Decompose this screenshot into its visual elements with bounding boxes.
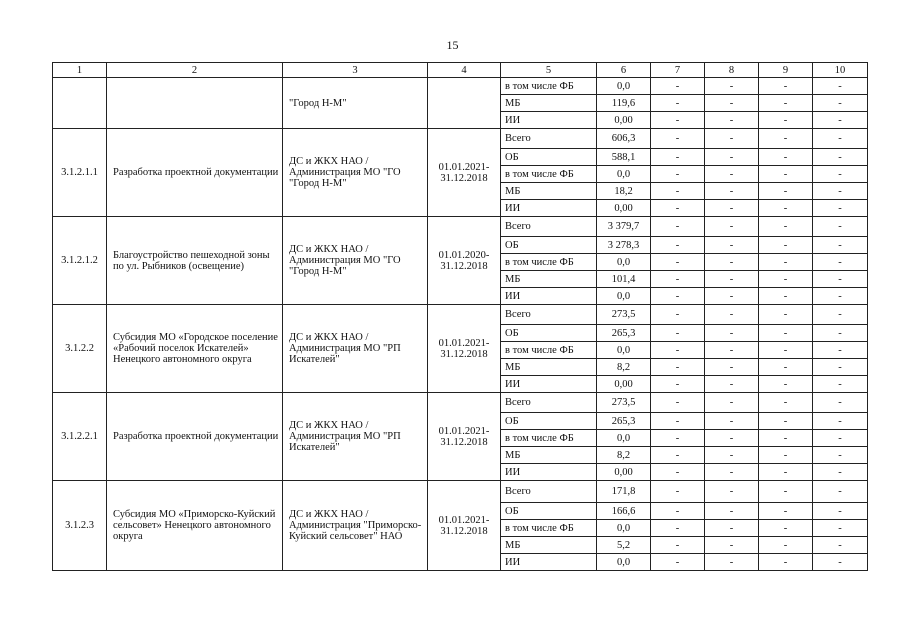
column-header: 2 — [107, 63, 283, 78]
cell-col10: - — [813, 503, 868, 520]
cell-col7: - — [651, 342, 705, 359]
table-row — [53, 481, 868, 503]
cell-col9: - — [759, 149, 813, 166]
cell-col10: - — [813, 447, 868, 464]
cell-col8: - — [705, 95, 759, 112]
funding-value: 606,3 — [597, 129, 651, 149]
cell-col7: - — [651, 413, 705, 430]
row-executor: ДС и ЖКХ НАО / Администрация МО "ГО "Город Н-М" — [283, 129, 428, 217]
cell-col9: - — [759, 288, 813, 305]
cell-col8: - — [705, 200, 759, 217]
funding-source: ИИ — [501, 464, 597, 481]
cell-col7: - — [651, 305, 705, 325]
funding-value: 265,3 — [597, 325, 651, 342]
funding-source: МБ — [501, 359, 597, 376]
row-period — [428, 78, 501, 129]
cell-col7: - — [651, 271, 705, 288]
row-executor: ДС и ЖКХ НАО / Администрация МО "ГО "Город Н-М" — [283, 217, 428, 305]
cell-col8: - — [705, 305, 759, 325]
row-code: 3.1.2.2.1 — [53, 393, 107, 481]
cell-col7: - — [651, 447, 705, 464]
funding-source: МБ — [501, 537, 597, 554]
cell-col9: - — [759, 254, 813, 271]
funding-source: ИИ — [501, 554, 597, 571]
cell-col10: - — [813, 520, 868, 537]
cell-col7: - — [651, 503, 705, 520]
cell-col9: - — [759, 447, 813, 464]
cell-col9: - — [759, 464, 813, 481]
funding-value: 166,6 — [597, 503, 651, 520]
funding-source: МБ — [501, 183, 597, 200]
funding-source: ИИ — [501, 288, 597, 305]
cell-col8: - — [705, 503, 759, 520]
cell-col10: - — [813, 430, 868, 447]
cell-col8: - — [705, 520, 759, 537]
cell-col8: - — [705, 325, 759, 342]
cell-col9: - — [759, 430, 813, 447]
cell-col10: - — [813, 183, 868, 200]
funding-source: Всего — [501, 217, 597, 237]
cell-col8: - — [705, 78, 759, 95]
funding-source: Всего — [501, 305, 597, 325]
funding-source: ИИ — [501, 112, 597, 129]
row-period: 01.01.2021-31.12.2018 — [428, 305, 501, 393]
cell-col8: - — [705, 237, 759, 254]
funding-value: 273,5 — [597, 305, 651, 325]
funding-source: в том числе ФБ — [501, 430, 597, 447]
cell-col9: - — [759, 129, 813, 149]
cell-col7: - — [651, 376, 705, 393]
cell-col8: - — [705, 217, 759, 237]
cell-col7: - — [651, 112, 705, 129]
header-row — [53, 63, 868, 78]
cell-col10: - — [813, 537, 868, 554]
cell-col7: - — [651, 325, 705, 342]
cell-col9: - — [759, 112, 813, 129]
funding-source: МБ — [501, 447, 597, 464]
cell-col9: - — [759, 376, 813, 393]
funding-source: ИИ — [501, 200, 597, 217]
cell-col8: - — [705, 430, 759, 447]
cell-col7: - — [651, 481, 705, 503]
funding-value: 0,0 — [597, 166, 651, 183]
cell-col9: - — [759, 183, 813, 200]
cell-col7: - — [651, 288, 705, 305]
budget-table — [52, 62, 868, 571]
cell-col8: - — [705, 464, 759, 481]
funding-value: 0,0 — [597, 554, 651, 571]
column-header: 5 — [501, 63, 597, 78]
funding-value: 5,2 — [597, 537, 651, 554]
cell-col7: - — [651, 554, 705, 571]
column-header: 1 — [53, 63, 107, 78]
funding-value: 0,00 — [597, 200, 651, 217]
cell-col8: - — [705, 129, 759, 149]
cell-col10: - — [813, 464, 868, 481]
funding-source: Всего — [501, 129, 597, 149]
cell-col8: - — [705, 112, 759, 129]
row-code: 3.1.2.1.2 — [53, 217, 107, 305]
cell-col7: - — [651, 520, 705, 537]
row-name: Разработка проектной документации — [107, 393, 283, 481]
cell-col9: - — [759, 217, 813, 237]
row-name: Благоустройство пешеходной зоны по ул. Рыбников (освещение) — [107, 217, 283, 305]
cell-col7: - — [651, 464, 705, 481]
table-body — [53, 78, 868, 571]
column-header: 10 — [813, 63, 868, 78]
funding-value: 588,1 — [597, 149, 651, 166]
funding-source: МБ — [501, 95, 597, 112]
cell-col8: - — [705, 254, 759, 271]
cell-col10: - — [813, 95, 868, 112]
row-executor: ДС и ЖКХ НАО / Администрация "Приморско-Куйский сельсовет" НАО — [283, 481, 428, 571]
table-row — [53, 393, 868, 413]
funding-value: 0,00 — [597, 112, 651, 129]
row-code: 3.1.2.1.1 — [53, 129, 107, 217]
funding-value: 18,2 — [597, 183, 651, 200]
row-name: Субсидия МО «Приморско-Куйский сельсовет» Ненецкого автономного округа — [107, 481, 283, 571]
cell-col9: - — [759, 520, 813, 537]
cell-col10: - — [813, 166, 868, 183]
funding-value: 3 379,7 — [597, 217, 651, 237]
cell-col10: - — [813, 200, 868, 217]
funding-value: 101,4 — [597, 271, 651, 288]
column-header: 9 — [759, 63, 813, 78]
cell-col9: - — [759, 413, 813, 430]
cell-col9: - — [759, 95, 813, 112]
column-header: 3 — [283, 63, 428, 78]
funding-source: ОБ — [501, 503, 597, 520]
cell-col8: - — [705, 288, 759, 305]
row-period: 01.01.2020-31.12.2018 — [428, 217, 501, 305]
page-number: 15 — [446, 38, 459, 52]
cell-col8: - — [705, 537, 759, 554]
funding-value: 171,8 — [597, 481, 651, 503]
funding-value: 119,6 — [597, 95, 651, 112]
funding-value: 0,0 — [597, 288, 651, 305]
cell-col10: - — [813, 481, 868, 503]
funding-value: 8,2 — [597, 447, 651, 464]
funding-value: 8,2 — [597, 359, 651, 376]
cell-col8: - — [705, 481, 759, 503]
cell-col7: - — [651, 217, 705, 237]
funding-value: 0,0 — [597, 78, 651, 95]
cell-col9: - — [759, 537, 813, 554]
funding-value: 0,00 — [597, 464, 651, 481]
cell-col10: - — [813, 217, 868, 237]
funding-source: ИИ — [501, 376, 597, 393]
row-code: 3.1.2.2 — [53, 305, 107, 393]
funding-source: ОБ — [501, 237, 597, 254]
cell-col7: - — [651, 430, 705, 447]
funding-source: в том числе ФБ — [501, 342, 597, 359]
cell-col10: - — [813, 129, 868, 149]
cell-col10: - — [813, 342, 868, 359]
cell-col9: - — [759, 342, 813, 359]
funding-value: 0,00 — [597, 376, 651, 393]
column-header: 7 — [651, 63, 705, 78]
table-row — [53, 217, 868, 237]
cell-col8: - — [705, 554, 759, 571]
cell-col7: - — [651, 95, 705, 112]
cell-col7: - — [651, 237, 705, 254]
cell-col7: - — [651, 166, 705, 183]
column-header: 6 — [597, 63, 651, 78]
funding-source: в том числе ФБ — [501, 78, 597, 95]
cell-col10: - — [813, 393, 868, 413]
funding-source: в том числе ФБ — [501, 166, 597, 183]
cell-col7: - — [651, 149, 705, 166]
funding-source: в том числе ФБ — [501, 520, 597, 537]
funding-source: Всего — [501, 481, 597, 503]
table-row — [53, 78, 868, 95]
cell-col8: - — [705, 376, 759, 393]
cell-col10: - — [813, 112, 868, 129]
cell-col9: - — [759, 237, 813, 254]
cell-col10: - — [813, 359, 868, 376]
cell-col8: - — [705, 271, 759, 288]
cell-col10: - — [813, 305, 868, 325]
cell-col7: - — [651, 254, 705, 271]
row-name: Субсидия МО «Городское поселение «Рабочий поселок Искателей» Ненецкого автономного округа — [107, 305, 283, 393]
row-executor: ДС и ЖКХ НАО / Администрация МО "РП Искателей" — [283, 305, 428, 393]
cell-col10: - — [813, 149, 868, 166]
cell-col9: - — [759, 554, 813, 571]
cell-col9: - — [759, 325, 813, 342]
cell-col9: - — [759, 393, 813, 413]
cell-col10: - — [813, 78, 868, 95]
cell-col9: - — [759, 78, 813, 95]
row-period: 01.01.2021-31.12.2018 — [428, 481, 501, 571]
cell-col10: - — [813, 237, 868, 254]
table-row — [53, 129, 868, 149]
funding-value: 265,3 — [597, 413, 651, 430]
cell-col8: - — [705, 393, 759, 413]
cell-col8: - — [705, 413, 759, 430]
row-period: 01.01.2021-31.12.2018 — [428, 393, 501, 481]
funding-source: ОБ — [501, 149, 597, 166]
cell-col8: - — [705, 342, 759, 359]
row-period: 01.01.2021-31.12.2018 — [428, 129, 501, 217]
row-name — [107, 78, 283, 129]
funding-source: ОБ — [501, 325, 597, 342]
row-code — [53, 78, 107, 129]
cell-col7: - — [651, 537, 705, 554]
cell-col10: - — [813, 271, 868, 288]
row-code: 3.1.2.3 — [53, 481, 107, 571]
cell-col10: - — [813, 325, 868, 342]
funding-source: в том числе ФБ — [501, 254, 597, 271]
cell-col8: - — [705, 183, 759, 200]
cell-col7: - — [651, 200, 705, 217]
cell-col10: - — [813, 254, 868, 271]
cell-col10: - — [813, 554, 868, 571]
cell-col9: - — [759, 503, 813, 520]
funding-value: 0,0 — [597, 430, 651, 447]
row-executor: ДС и ЖКХ НАО / Администрация МО "РП Искателей" — [283, 393, 428, 481]
cell-col7: - — [651, 78, 705, 95]
cell-col7: - — [651, 359, 705, 376]
funding-source: МБ — [501, 271, 597, 288]
cell-col7: - — [651, 129, 705, 149]
funding-value: 3 278,3 — [597, 237, 651, 254]
cell-col8: - — [705, 359, 759, 376]
cell-col8: - — [705, 149, 759, 166]
cell-col9: - — [759, 166, 813, 183]
cell-col7: - — [651, 393, 705, 413]
cell-col9: - — [759, 305, 813, 325]
funding-value: 0,0 — [597, 342, 651, 359]
row-executor: "Город Н-М" — [283, 78, 428, 129]
cell-col7: - — [651, 183, 705, 200]
funding-source: Всего — [501, 393, 597, 413]
cell-col8: - — [705, 166, 759, 183]
row-name: Разработка проектной документации — [107, 129, 283, 217]
cell-col10: - — [813, 376, 868, 393]
cell-col9: - — [759, 359, 813, 376]
cell-col9: - — [759, 481, 813, 503]
funding-source: ОБ — [501, 413, 597, 430]
cell-col9: - — [759, 200, 813, 217]
funding-value: 0,0 — [597, 254, 651, 271]
column-header: 8 — [705, 63, 759, 78]
funding-value: 0,0 — [597, 520, 651, 537]
table-row — [53, 305, 868, 325]
cell-col9: - — [759, 271, 813, 288]
cell-col10: - — [813, 413, 868, 430]
funding-value: 273,5 — [597, 393, 651, 413]
column-header: 4 — [428, 63, 501, 78]
cell-col8: - — [705, 447, 759, 464]
cell-col10: - — [813, 288, 868, 305]
